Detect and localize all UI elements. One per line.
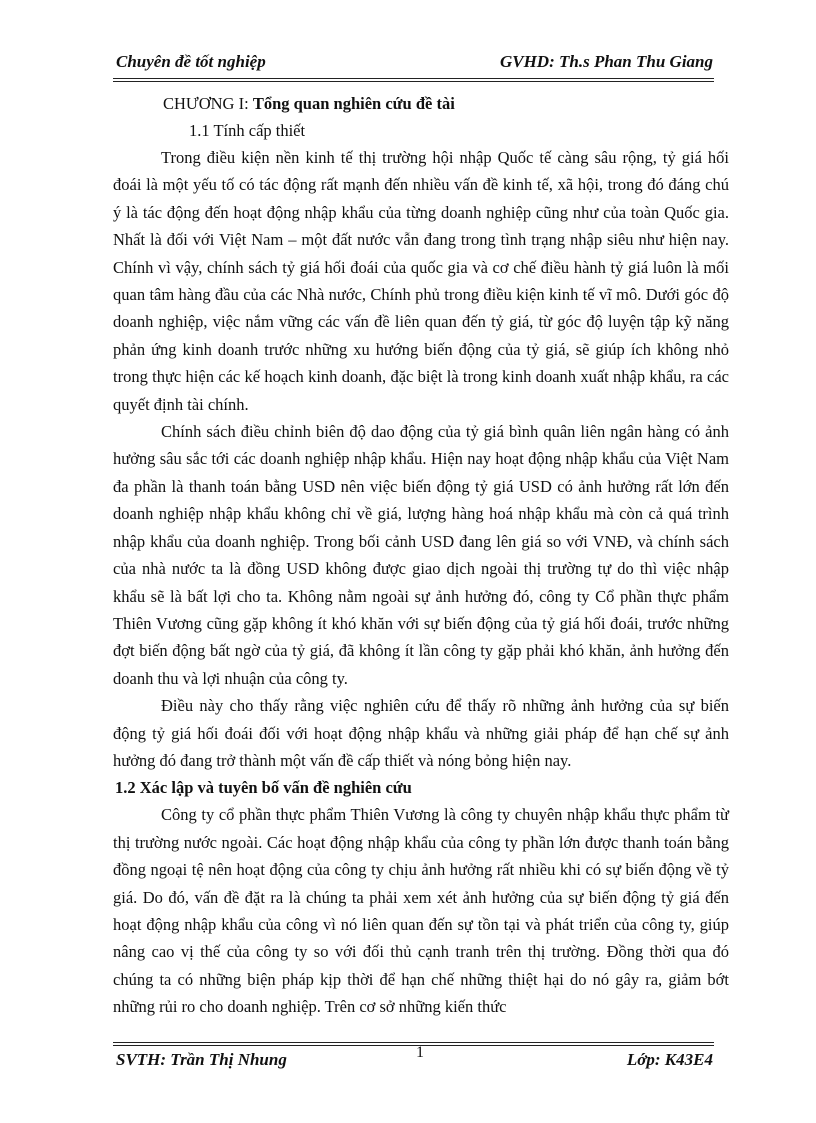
footer-student: SVTH: Trần Thị Nhung (116, 1050, 287, 1069)
page-number: 1 (416, 1044, 424, 1061)
chapter-heading (113, 90, 729, 118)
page-header (113, 52, 713, 78)
paragraph: Công ty cổ phần thực phẩm Thiên Vương là công ty chuyên nhập khẩu thực phẩm từ thị trường nước ngoài. Các hoạt động nhập khẩu của công ty phần lớn được thanh toán bằng đồng ngoại tệ nên hoạt động của công ty chịu ảnh hưởng rất nhiều khi có sự biến động về tỷ giá. Do đó, vấn đề đặt ra là chúng ta phải xem xét ảnh hưởng của sự biến động tỷ giá đến hoạt động nhập khẩu của công vì nó liên quan đến sự tồn tại và phát triển của công ty, giúp nâng cao vị thế của công ty so với đối thủ cạnh tranh trên thị trường. Đồng thời qua đó chúng ta có những biện pháp kịp thời để hạn chế những thiệt hại do nó gây ra, giảm bớt những rủi ro cho doanh nghiệp. Trên cơ sở những kiến thức (113, 805, 729, 1017)
paragraph: Trong điều kiện nền kinh tế thị trường hội nhập Quốc tế càng sâu rộng, tỷ giá hối đoái là một yếu tố có tác động rất mạnh đến nhiều vấn đề kinh tế, xã hội, trong đó đáng chú ý là tác động đến hoạt động nhập khẩu của từng doanh nghiệp cũng như của toàn Quốc gia. Nhất là đối với Việt Nam – một đất nước vẫn đang trong tình trạng nhập siêu như hiện nay. Chính vì vậy, chính sách tỷ giá hối đoái của quốc gia và cơ chế điều hành tỷ giá luôn là mối quan tâm hàng đầu của các Nhà nước, Chính phủ trong điều kiện kinh tế vĩ mô. Dưới góc độ doanh nghiệp, việc nắm vững các vấn đề liên quan đến tỷ giá, từ góc độ luyện tập kỹ năng phản ứng kinh doanh trước những xu hướng biến động của tỷ giá, sẽ giúp ích không nhỏ trong thực hiện các kế hoạch kinh doanh, đặc biệt là trong kinh doanh xuất nhập khẩu, ra các quyết định tài chính. (113, 148, 729, 414)
footer-divider (113, 1042, 714, 1046)
chapter-title: Tổng quan nghiên cứu đề tài (252, 94, 455, 113)
page-footer (113, 1044, 713, 1076)
header-document-type: Chuyên đề tốt nghiệp (116, 52, 266, 71)
section-heading-1-2: 1.2 Xác lập và tuyên bố vấn đề nghiên cứu (115, 778, 412, 798)
header-supervisor: GVHD: Th.s Phan Thu Giang (499, 52, 713, 71)
paragraph: Điều này cho thấy rằng việc nghiên cứu để thấy rõ những ảnh hưởng của sự biến động tỷ giá hối đoái đối với hoạt động nhập khẩu và những giải pháp để hạn chế sự ảnh hưởng đó đang trở thành một vấn đề cấp thiết và nóng bỏng hiện nay. (113, 696, 729, 770)
header-divider (113, 78, 714, 82)
chapter-prefix: CHƯƠNG I: (163, 94, 253, 113)
page-body (113, 90, 729, 1021)
footer-class: Lớp: K43E4 (626, 1050, 713, 1069)
paragraph: Chính sách điều chỉnh biên độ dao động của tỷ giá bình quân liên ngân hàng có ảnh hưởng sâu sắc tới các doanh nghiệp nhập khẩu. Hiện nay hoạt động nhập khẩu của Việt Nam đa phần là thanh toán bằng USD nên việc biến động tỷ giá USD có ảnh hưởng rất lớn đến doanh nghiệp nhập khẩu không chỉ về giá, lượng hàng hoá nhập khẩu mà còn cả quá trình nhập khẩu của doanh nghiệp. Trong bối cảnh USD đang lên giá so với VNĐ, và chính sách của nhà nước ta là đồng USD không được giao dịch ngoài thị trường tự do thì việc nhập khẩu sẽ là bất lợi cho ta. Không nằm ngoài sự ảnh hưởng đó, công ty Cổ phần thực phẩm Thiên Vương cũng gặp không ít khó khăn với sự biến động của tỷ giá hối đoái, trước những đợt biến động bất ngờ của tỷ giá, đã không ít lần công ty gặp phải khó khăn, ảnh hưởng đến doanh thu và lợi nhuận của công ty. (113, 422, 729, 688)
section-heading-1-1: 1.1 Tính cấp thiết (189, 121, 306, 140)
